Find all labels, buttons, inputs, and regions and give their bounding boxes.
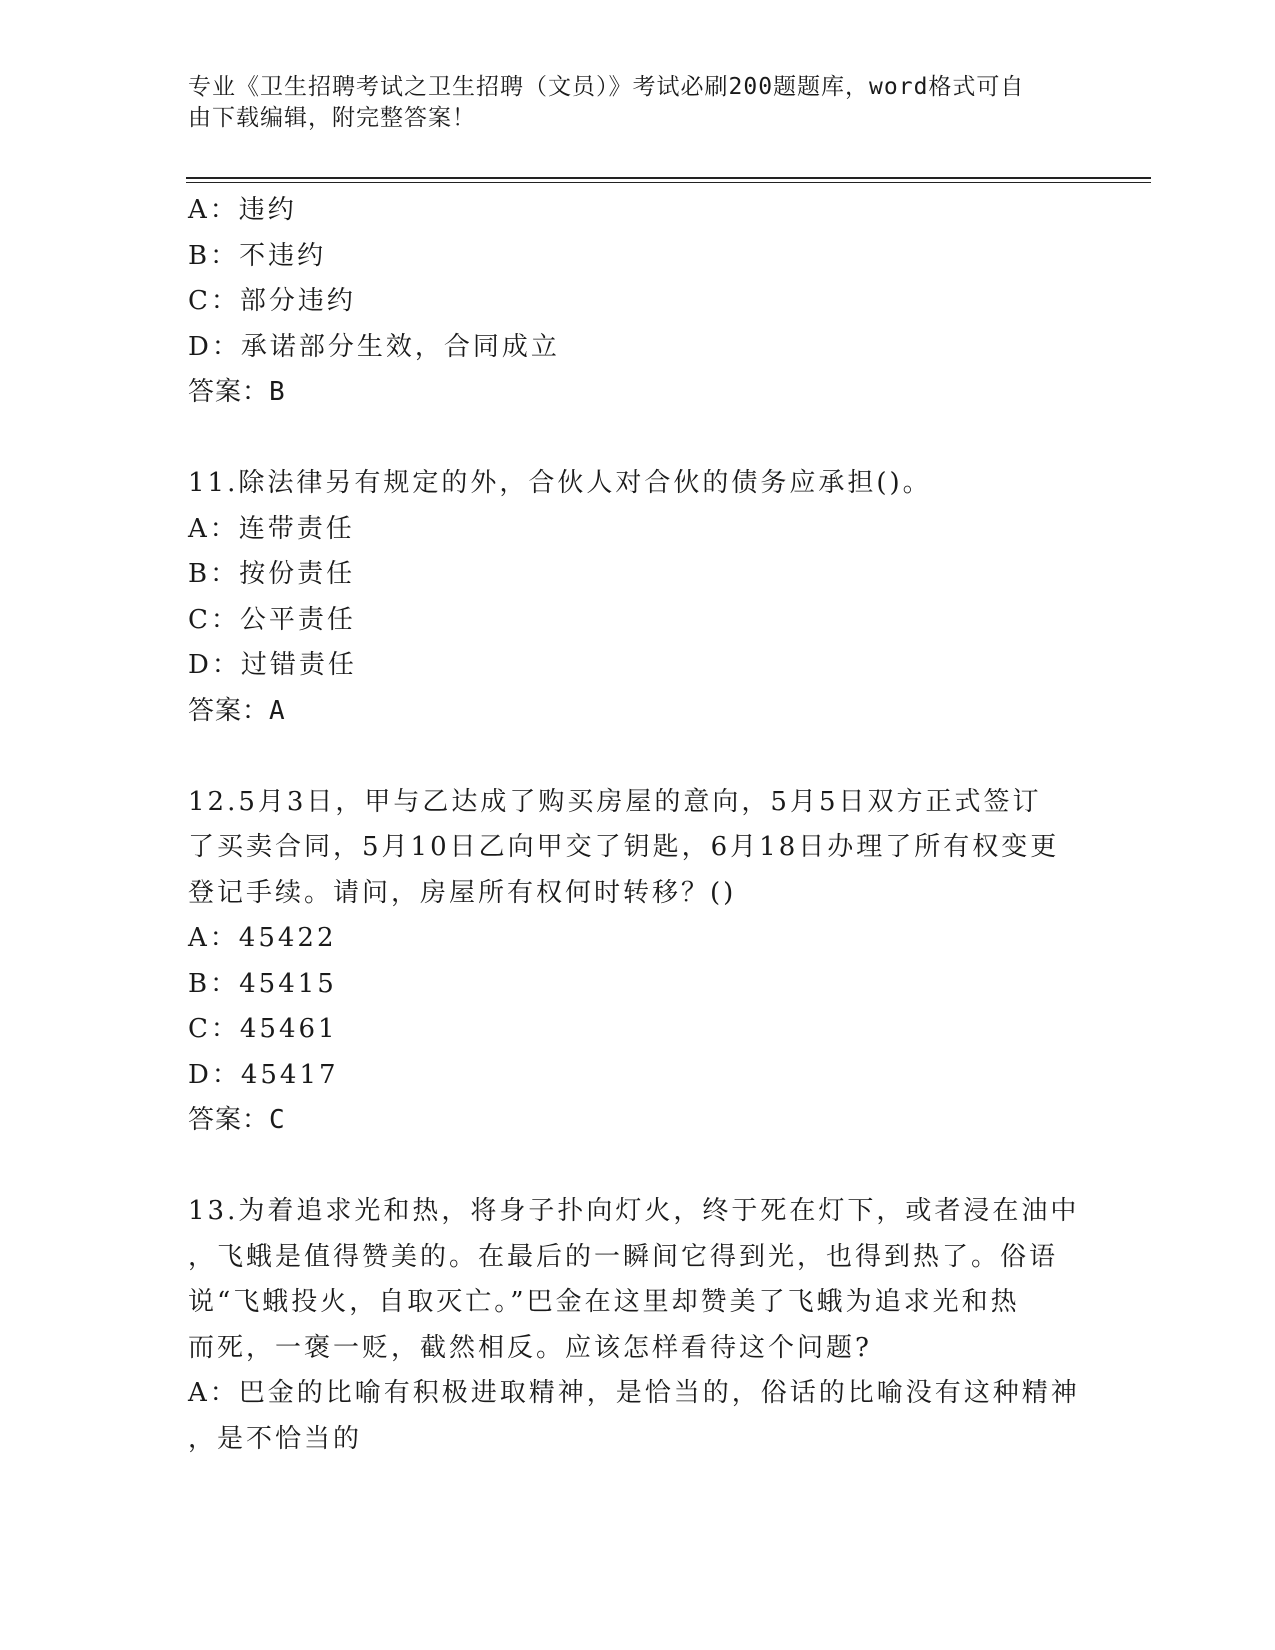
question-12: [188, 780, 1088, 1144]
option-a: A：违约: [188, 195, 297, 225]
header-rule-thick: [186, 177, 1151, 179]
option-b: B：按份责任: [188, 559, 356, 589]
header-line-1: 专业《卫生招聘考试之卫生招聘（文员）》考试必刷200题题库，word格式可自: [188, 74, 1025, 100]
document-header: [188, 72, 1068, 134]
spacer: [188, 416, 1088, 462]
question-stem-line-2: 了买卖合同，5月10日乙向甲交了钥匙，6月18日办理了所有权变更: [188, 832, 1060, 862]
answer: 答案：B: [188, 377, 286, 407]
option-c: C：45461: [188, 1014, 338, 1044]
spacer: [188, 1144, 1088, 1190]
option-a-line-2: ，是不恰当的: [188, 1423, 363, 1454]
question-13: [188, 1189, 1088, 1462]
header-line-2: 由下载编辑，附完整答案！: [188, 105, 476, 131]
question-10: [188, 188, 1088, 416]
option-a-line-1: A：巴金的比喻有积极进取精神，是恰当的，俗话的比喻没有这种精神: [188, 1378, 1080, 1408]
answer: 答案：A: [188, 695, 286, 726]
question-11: [188, 461, 1088, 734]
question-stem-line-3: 登记手续。请问，房屋所有权何时转移？(): [188, 877, 737, 908]
option-c: C：公平责任: [188, 604, 356, 635]
question-content: [188, 188, 1088, 1462]
question-stem-line-1: 12.5月3日，甲与乙达成了购买房屋的意向，5月5日双方正式签订: [188, 786, 1042, 817]
header-rule-thin: [186, 182, 1151, 183]
question-stem-line-4: 而死，一褒一贬，截然相反。应该怎样看待这个问题?: [188, 1332, 872, 1363]
option-a: A：45422: [188, 923, 337, 953]
answer: 答案：C: [188, 1105, 286, 1135]
question-stem: 11.除法律另有规定的外，合伙人对合伙的债务应承担()。: [188, 468, 932, 498]
option-b: B：45415: [188, 968, 337, 999]
spacer: [188, 734, 1088, 780]
option-d: D：45417: [188, 1059, 339, 1090]
question-stem-line-1: 13.为着追求光和热，将身子扑向灯火，终于死在灯下，或者浸在油中: [188, 1196, 1080, 1226]
option-a: A：连带责任: [188, 513, 355, 544]
option-d: D：过错责任: [188, 650, 357, 680]
option-b: B：不违约: [188, 240, 327, 271]
option-c: C：部分违约: [188, 286, 356, 316]
option-d: D：承诺部分生效，合同成立: [188, 331, 560, 362]
question-stem-line-3: 说“飞蛾投火，自取灭亡。”巴金在这里却赞美了飞蛾为追求光和热: [188, 1287, 1020, 1317]
question-stem-line-2: ，飞蛾是值得赞美的。在最后的一瞬间它得到光，也得到热了。俗语: [188, 1241, 1059, 1272]
